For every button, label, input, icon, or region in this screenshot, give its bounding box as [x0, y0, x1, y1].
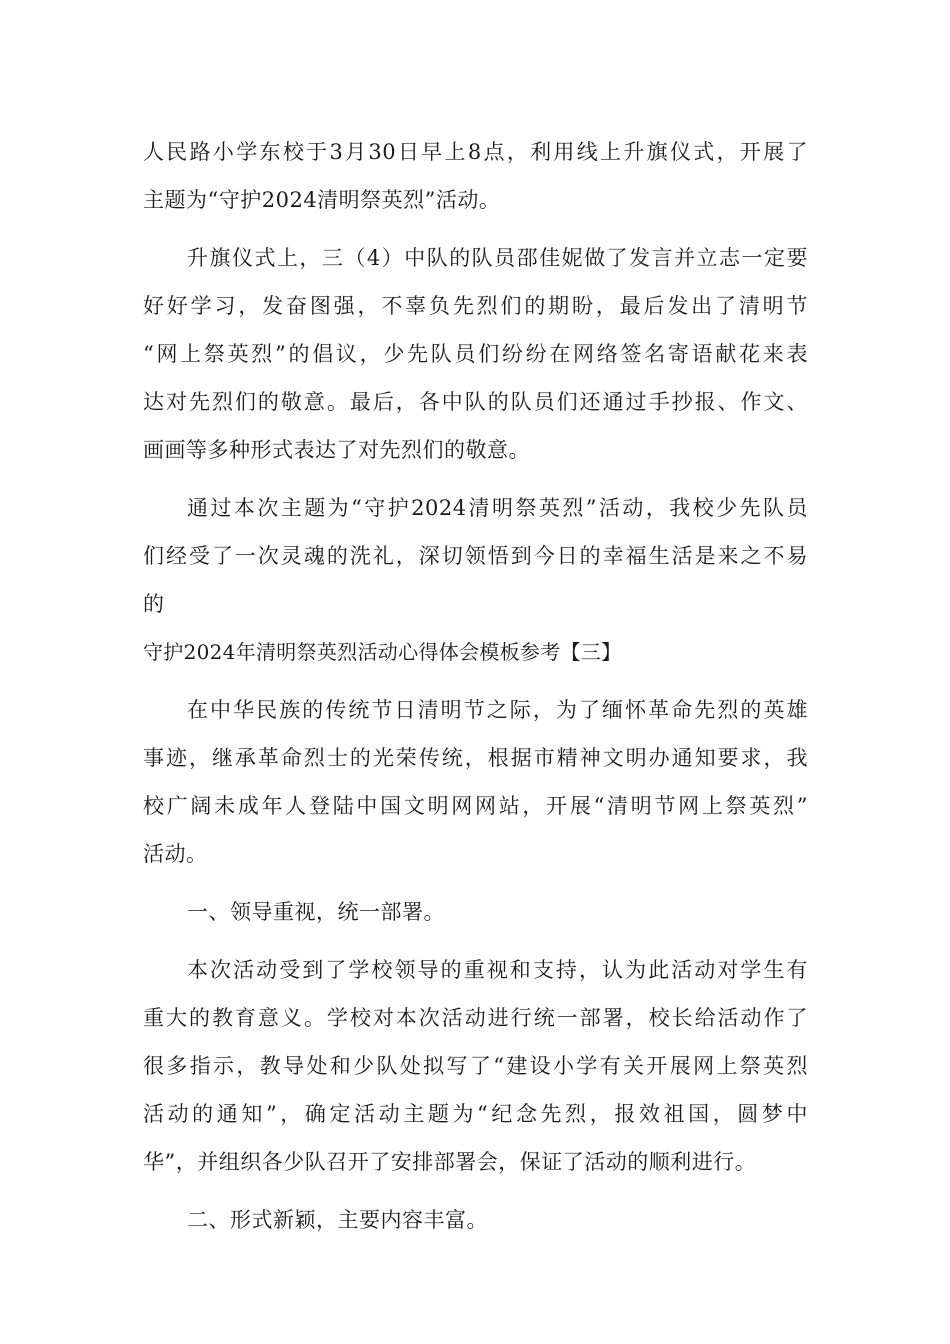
text-line: 活动。: [143, 842, 208, 866]
text-line: 事迹，继承革命烈士的光荣传统，根据市精神文明办通知要求，我: [143, 746, 808, 770]
text-line: 人民路小学东校于3月30日早上8点，利用线上升旗仪式，开展了: [143, 140, 808, 164]
paragraph-5: [143, 946, 808, 1186]
text-line: 的: [143, 592, 165, 616]
section-heading: 守护2024年清明祭英烈活动心得体会模板参考【三】: [143, 640, 622, 664]
text-line: 本次活动受到了学校领导的重视和支持，认为此活动对学生有: [187, 958, 808, 982]
text-line: 主题为“守护2024清明祭英烈”活动。: [143, 188, 501, 212]
paragraph-2: [143, 234, 808, 474]
text-line: 们经受了一次灵魂的洗礼，深切领悟到今日的幸福生活是来之不易: [143, 544, 808, 568]
document-page: [143, 128, 808, 1244]
paragraph-1: [143, 128, 808, 224]
subsection-title-1: 一、领导重视，统一部署。: [187, 900, 445, 924]
text-line: 通过本次主题为“守护2024清明祭英烈”活动，我校少先队员: [187, 496, 808, 520]
text-line: 校广阔未成年人登陆中国文明网网站，开展“清明节网上祭英烈”: [143, 794, 808, 818]
text-line: 达对先烈们的敬意。最后，各中队的队员们还通过手抄报、作文、: [143, 390, 808, 414]
subsection-title-2: 二、形式新颖，主要内容丰富。: [187, 1208, 488, 1232]
text-line: 重大的教育意义。学校对本次活动进行统一部署，校长给活动作了: [143, 1006, 808, 1030]
text-line: 画画等多种形式表达了对先烈们的敬意。: [143, 438, 530, 462]
text-line: 好好学习，发奋图强，不辜负先烈们的期盼，最后发出了清明节: [143, 294, 808, 318]
paragraph-3: [143, 484, 808, 628]
text-line: “网上祭英烈”的倡议，少先队员们纷纷在网络签名寄语献花来表: [143, 342, 808, 366]
text-line: 升旗仪式上，三（4）中队的队员邵佳妮做了发言并立志一定要: [187, 246, 808, 270]
text-line: 在中华民族的传统节日清明节之际，为了缅怀革命先烈的英雄: [187, 698, 808, 722]
paragraph-4: [143, 686, 808, 878]
text-line: 很多指示，教导处和少队处拟写了“建设小学有关开展网上祭英烈: [143, 1054, 808, 1078]
text-line: 华”，并组织各少队召开了安排部署会，保证了活动的顺利进行。: [143, 1150, 757, 1174]
text-line: 活动的通知”，确定活动主题为“纪念先烈，报效祖国，圆梦中: [143, 1102, 808, 1126]
